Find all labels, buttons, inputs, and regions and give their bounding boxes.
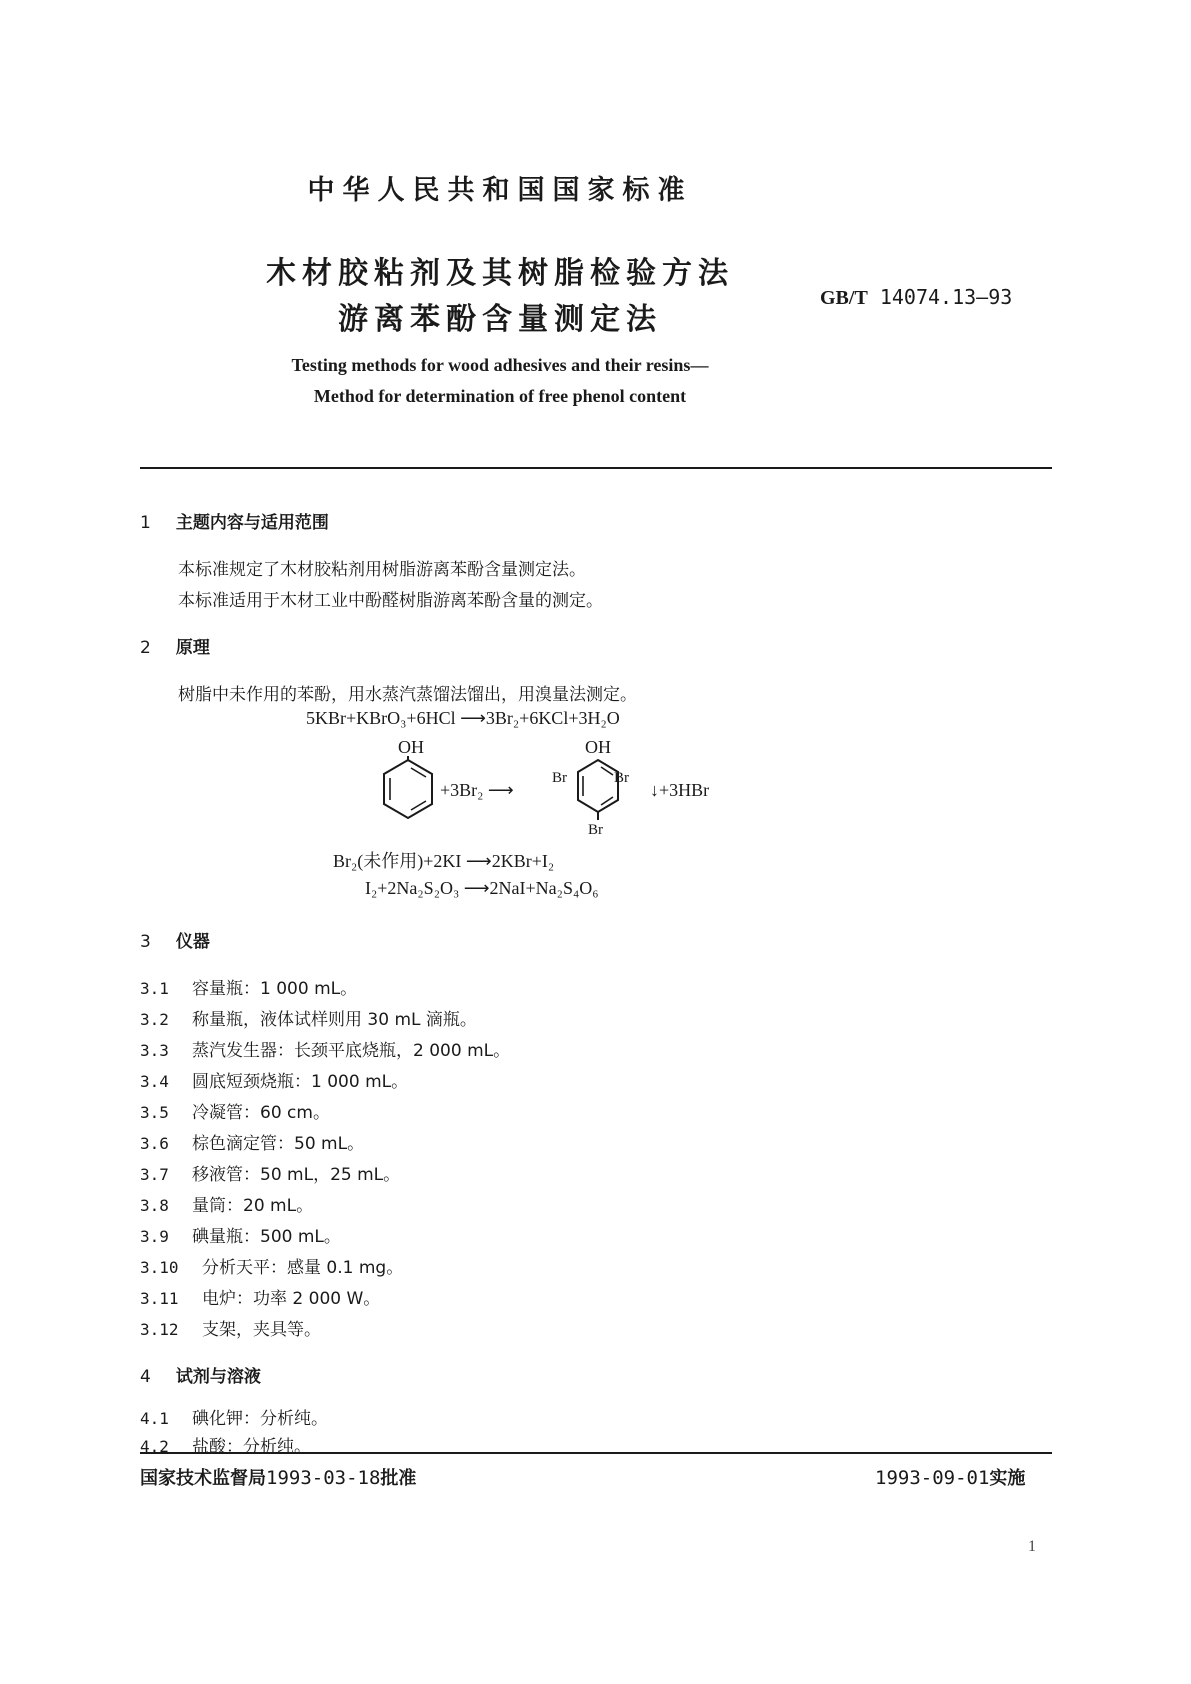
equation-bromine-generation: 5KBr+KBrO₃+6HCl ⟶3Br₂+6KCl+3H₂O (306, 708, 620, 728)
section-2-para: 树脂中未作用的苯酚，用水蒸汽蒸馏法馏出，用溴量法测定。 (178, 685, 637, 705)
item-number: 3.3 (140, 1041, 169, 1060)
item-number: 3.10 (140, 1258, 179, 1277)
approval-line (140, 1464, 416, 1490)
section-2-heading (140, 633, 210, 658)
tribromophenol-ring-diagram (573, 756, 623, 822)
phenol-oh-label: OH (398, 737, 424, 757)
bromine-label-right: Br (614, 770, 629, 786)
section-1-para-2: 本标准适用于木材工业中酚醛树脂游离苯酚含量的测定。 (178, 591, 603, 611)
item-text: 盐酸：分析纯。 (192, 1437, 311, 1457)
list-item (140, 1160, 400, 1185)
list-item (140, 1404, 328, 1429)
effective-suffix: 实施 (989, 1468, 1026, 1489)
section-4-heading (140, 1362, 261, 1387)
item-number: 3.11 (140, 1289, 179, 1308)
list-item (140, 1005, 477, 1030)
tribromophenol-oh-label: OH (585, 737, 611, 757)
page-number: 1 (1028, 1538, 1036, 1555)
list-item (140, 1129, 364, 1154)
item-text: 分析天平：感量 0.1 mg。 (202, 1258, 404, 1278)
approval-date: 1993-03-18 (266, 1467, 381, 1489)
footer-divider (140, 1452, 1052, 1454)
item-number: 3.9 (140, 1227, 169, 1246)
precipitate-hbr: ↓+3HBr (650, 780, 710, 800)
list-item (140, 1253, 403, 1278)
list-item (140, 1098, 330, 1123)
item-number: 3.1 (140, 979, 169, 998)
section-number: 1 (140, 513, 151, 533)
item-text: 碘量瓶：500 mL。 (192, 1227, 341, 1247)
item-text: 棕色滴定管：50 mL。 (192, 1134, 365, 1154)
item-number: 3.12 (140, 1320, 179, 1339)
approval-suffix: 批准 (380, 1468, 417, 1489)
list-item (140, 974, 357, 999)
section-number: 3 (140, 932, 151, 952)
section-title: 原理 (175, 638, 210, 658)
standard-code: 14074.13—93 (879, 285, 1013, 309)
item-text: 支架，夹具等。 (202, 1320, 321, 1340)
title-chinese-line1: 木材胶粘剂及其树脂检验方法 (266, 256, 734, 291)
item-number: 3.8 (140, 1196, 169, 1215)
section-number: 4 (140, 1367, 151, 1387)
effective-line (875, 1464, 1025, 1490)
header-divider (140, 467, 1052, 469)
item-text: 电炉：功率 2 000 W。 (202, 1289, 381, 1309)
list-item (140, 1036, 510, 1061)
item-text: 冷凝管：60 cm。 (192, 1103, 330, 1123)
item-text: 碘化钾：分析纯。 (192, 1409, 328, 1429)
item-number: 3.5 (140, 1103, 169, 1122)
section-title: 仪器 (175, 932, 210, 952)
title-chinese-line2: 游离苯酚含量测定法 (338, 302, 662, 337)
section-number: 2 (140, 638, 151, 658)
list-item (140, 1222, 341, 1247)
list-item (140, 1284, 380, 1309)
item-number: 3.2 (140, 1010, 169, 1029)
plus-bromine-arrow: +3Br₂ ⟶ (440, 780, 514, 800)
list-item (140, 1067, 408, 1092)
approval-organization: 国家技术监督局 (140, 1468, 266, 1489)
section-1-heading (140, 508, 329, 533)
item-text: 量筒：20 mL。 (192, 1196, 314, 1216)
equation-excess-bromine: Br₂(未作用)+2KI ⟶2KBr+I₂ (333, 851, 555, 871)
section-1-para-1: 本标准规定了木材胶粘剂用树脂游离苯酚含量测定法。 (178, 560, 586, 580)
effective-date: 1993-09-01 (875, 1467, 990, 1489)
item-number: 3.6 (140, 1134, 169, 1153)
title-english-line1: Testing methods for wood adhesives and their resins— (291, 355, 709, 375)
item-text: 称量瓶，液体试样则用 30 mL 滴瓶。 (192, 1010, 477, 1030)
item-number: 3.4 (140, 1072, 169, 1091)
list-item (140, 1315, 321, 1340)
phenol-ring-diagram (378, 756, 438, 826)
item-number: 3.7 (140, 1165, 169, 1184)
list-item (140, 1191, 313, 1216)
item-number: 4.1 (140, 1409, 169, 1428)
item-text: 移液管：50 mL，25 mL。 (192, 1165, 401, 1185)
item-text: 容量瓶：1 000 mL。 (192, 979, 358, 999)
item-number: 4.2 (140, 1437, 169, 1456)
item-text: 圆底短颈烧瓶：1 000 mL。 (192, 1072, 409, 1092)
national-standard-heading: 中华人民共和国国家标准 (307, 175, 693, 206)
equation-thiosulfate-titration: I₂+2Na₂S₂O₃ ⟶2NaI+Na₂S₄O₆ (365, 878, 599, 898)
item-text: 蒸汽发生器：长颈平底烧瓶，2 000 mL。 (192, 1041, 511, 1061)
title-english-line2: Method for determination of free phenol content (313, 386, 687, 406)
section-3-heading (140, 927, 210, 952)
standard-number (820, 285, 1012, 310)
bromine-label-bottom: Br (588, 822, 603, 838)
standard-prefix: GB/T (820, 287, 868, 309)
section-title: 主题内容与适用范围 (175, 513, 329, 533)
section-title: 试剂与溶液 (175, 1367, 261, 1387)
bromine-label-left: Br (552, 770, 567, 786)
